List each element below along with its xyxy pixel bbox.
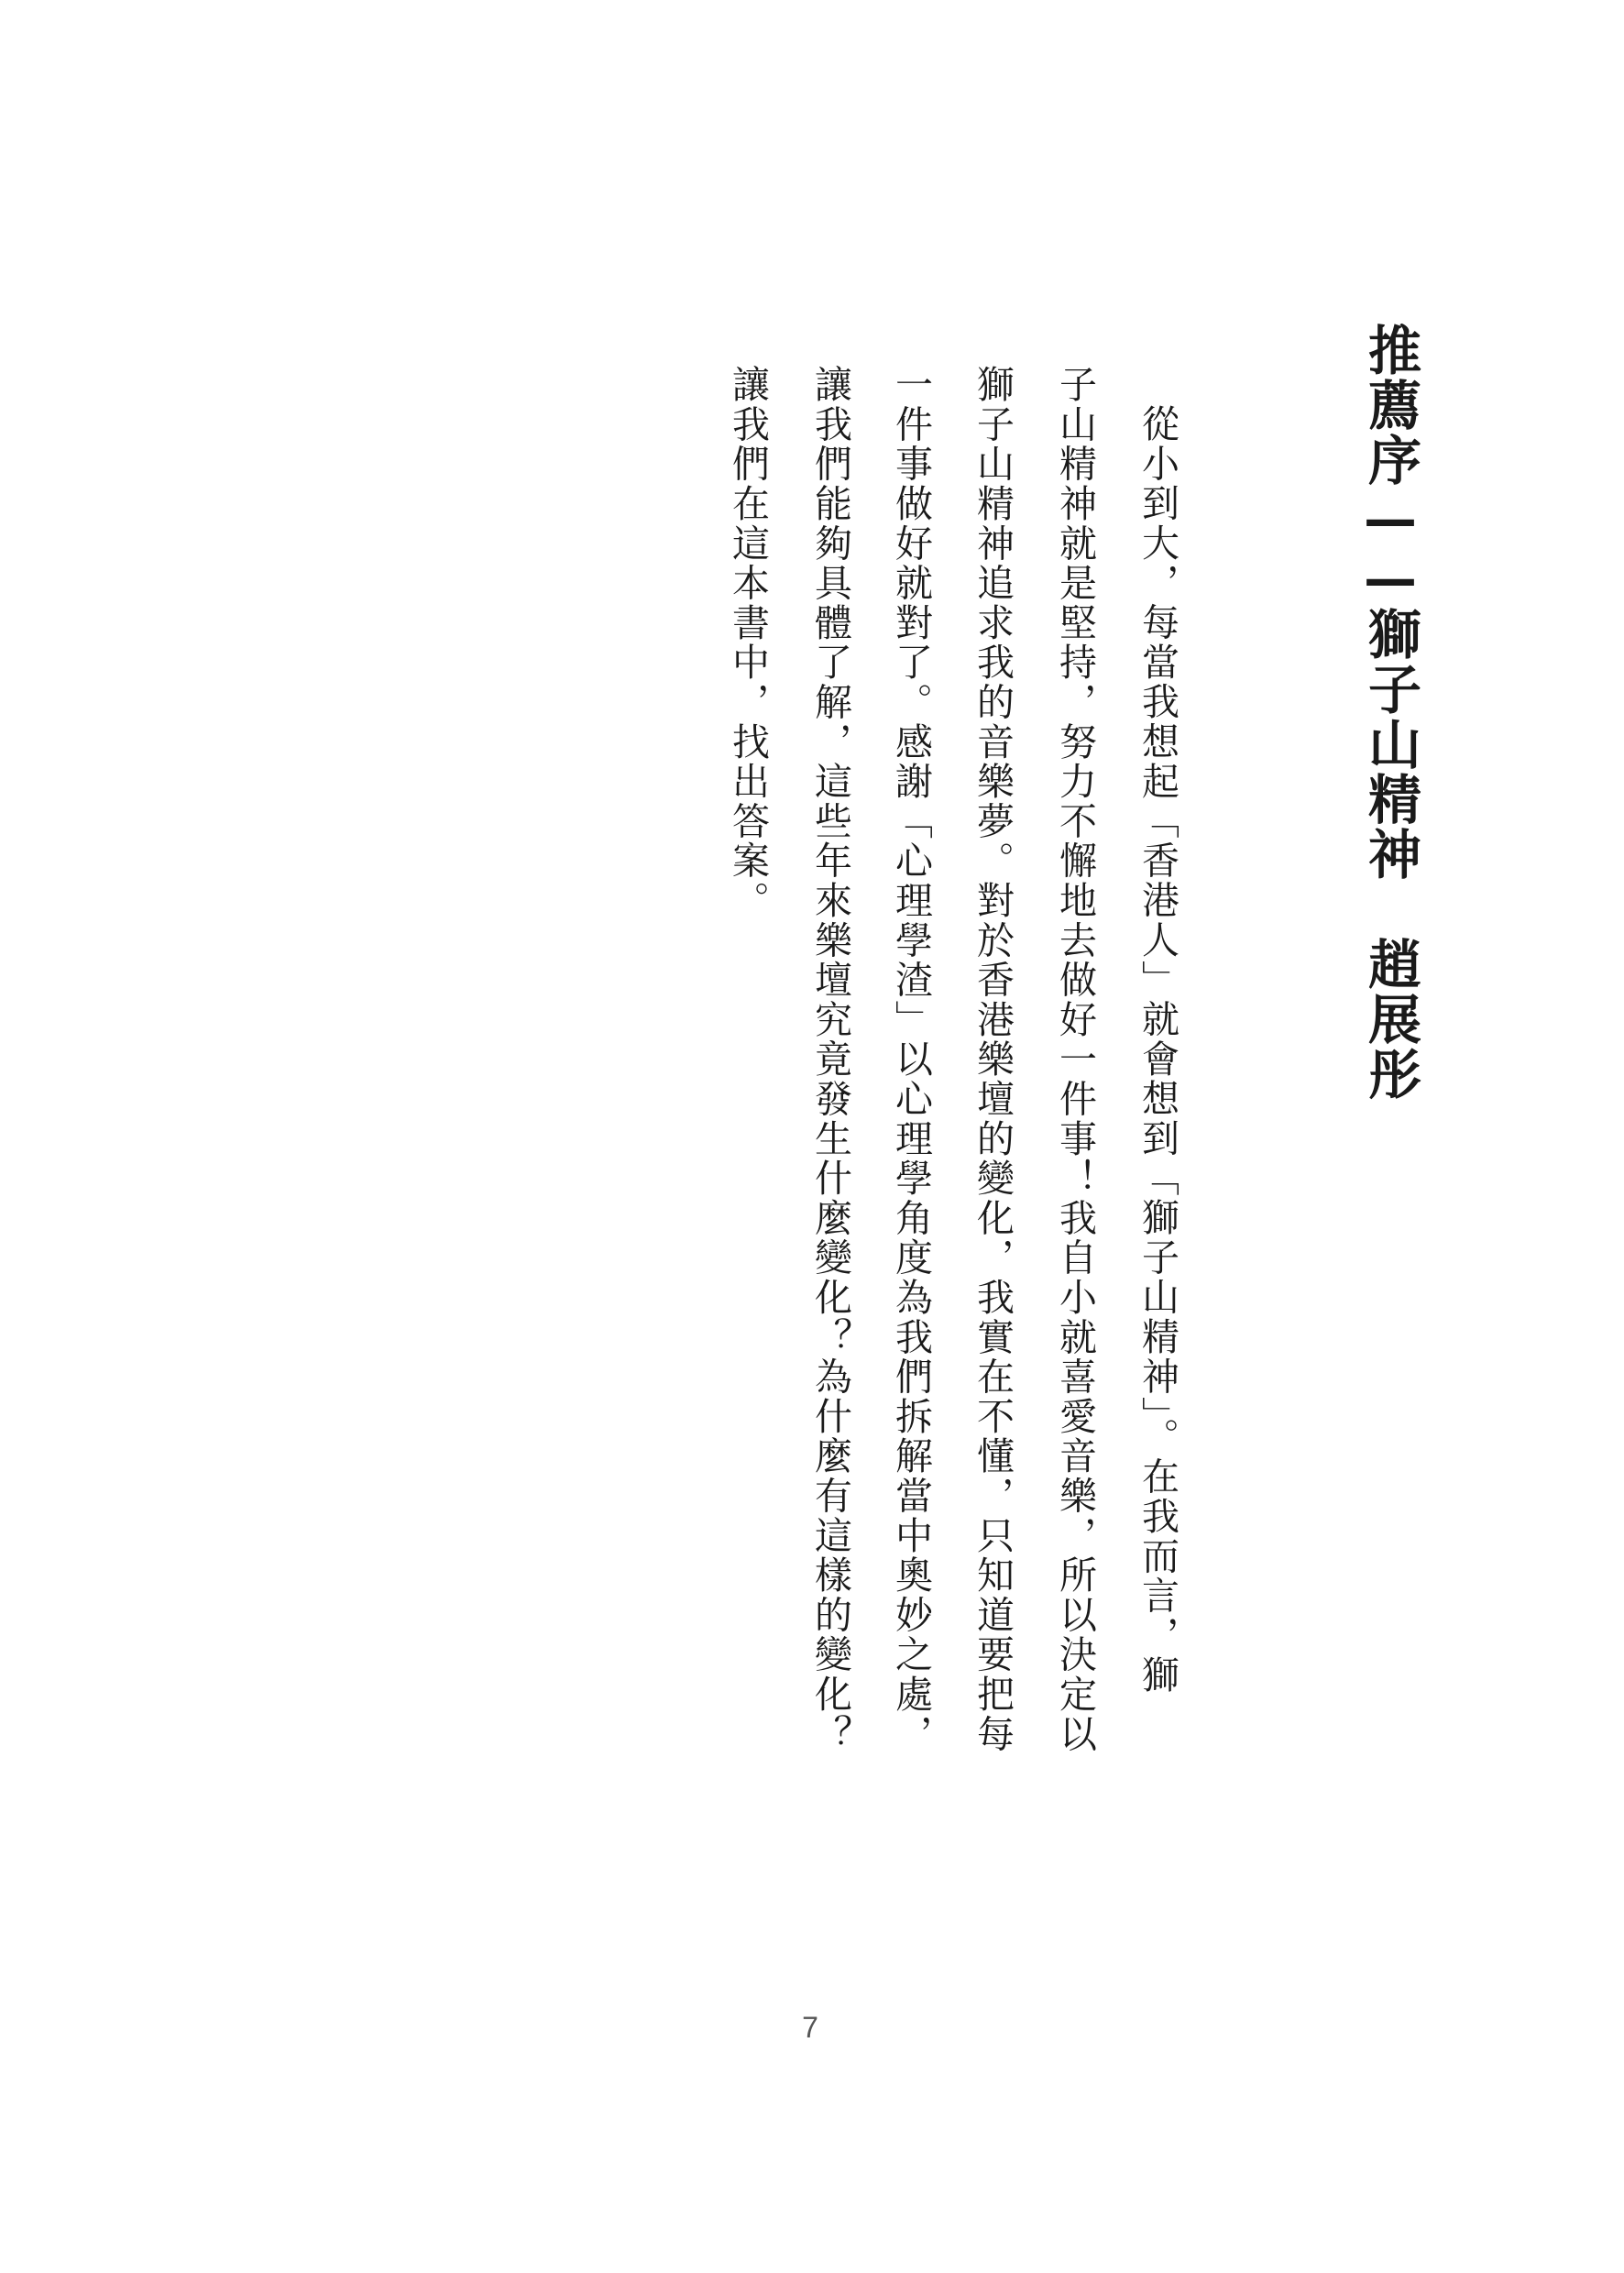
page-number: 7 xyxy=(802,2011,818,2044)
page-title xyxy=(1356,323,1421,1102)
title-dash: —— xyxy=(1359,488,1421,607)
body-line-6: 讓我們在這本書中，找出答案。 xyxy=(726,365,770,921)
body-line-2: 子山精神就是堅持，努力不懈地去做好一件事！我自小就喜愛音樂，所以決定以 xyxy=(1053,365,1097,1754)
title-subject: 獅子山精神 xyxy=(1359,607,1421,882)
title-prefix: 推薦序 xyxy=(1359,323,1421,488)
body-line-1: 從小到大，每當我想起「香港人」就會想到「獅子山精神」。在我而言，獅 xyxy=(1136,404,1180,1696)
title-gap xyxy=(1359,882,1421,937)
body-line-3: 獅子山精神追求我的音樂夢。對於香港樂壇的變化，我實在不懂，只知道要把每 xyxy=(971,365,1015,1754)
author-name: 趙展彤 xyxy=(1359,937,1421,1102)
body-line-4: 一件事做好就對了。感謝「心理學渣」以心理學角度為我們拆解當中奧妙之處， xyxy=(889,365,933,1754)
body-line-5: 讓我們能夠具體了解，這些年來樂壇究竟發生什麼變化？為什麼有這樣的變化？ xyxy=(808,365,852,1754)
